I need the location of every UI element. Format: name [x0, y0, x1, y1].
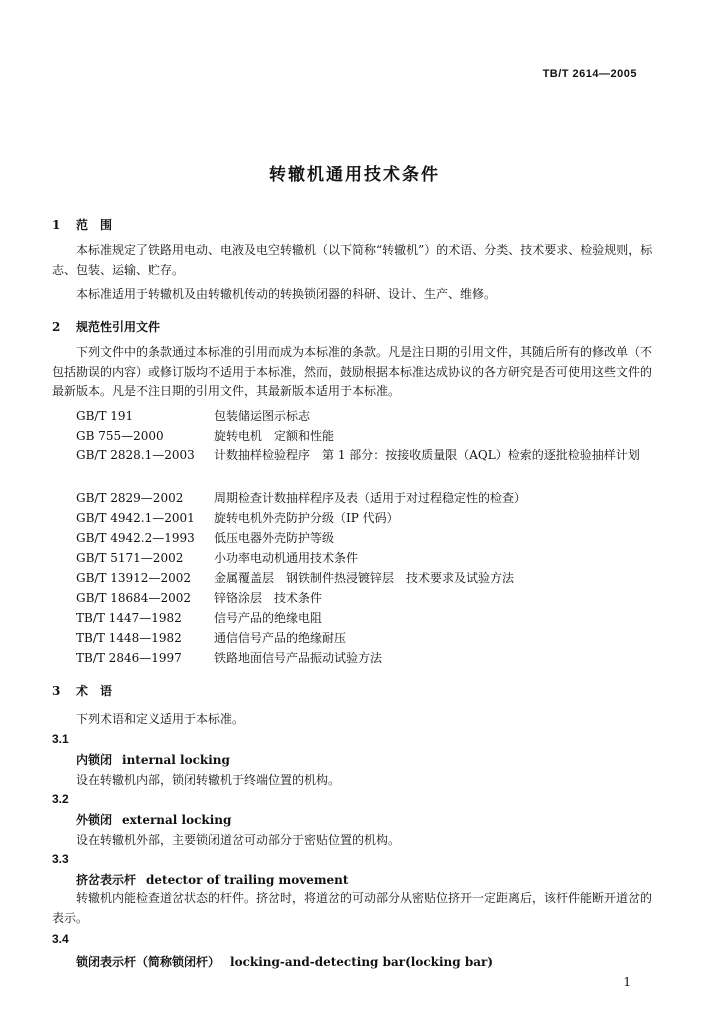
- reference-item: [76, 589, 322, 606]
- section-title: 术 语: [76, 684, 113, 698]
- page-number: 1: [623, 975, 631, 989]
- clause-number: 3.4: [52, 932, 69, 946]
- section-title: 范 围: [76, 218, 113, 232]
- term-entry: [76, 811, 231, 828]
- section-title: 规范性引用文件: [76, 320, 161, 334]
- paragraph-text: 本标准适用于转辙机及由转辙机传动的转换锁闭器的科研、设计、生产、维修。: [76, 287, 497, 301]
- term-entry: [76, 871, 348, 888]
- reference-name: 旋转电机 定额和性能: [214, 429, 335, 443]
- term-definition: [52, 889, 658, 928]
- term-en: detector of trailing movement: [146, 873, 349, 887]
- term-cn: 锁闭表示杆（简称锁闭杆）: [76, 955, 221, 969]
- reference-item: [76, 489, 526, 506]
- reference-code: GB/T 13912—2002: [76, 571, 191, 585]
- reference-item: [76, 629, 346, 646]
- reference-name: 通信信号产品的绝缘耐压: [214, 631, 347, 645]
- clause-number: 3.1: [52, 732, 69, 746]
- reference-item: [76, 407, 310, 424]
- reference-code: GB/T 4942.1—2001: [76, 511, 195, 525]
- section-3-intro: 下列术语和定义适用于本标准。: [76, 712, 245, 726]
- reference-item: [76, 529, 334, 546]
- reference-code: GB/T 18684—2002: [76, 591, 191, 605]
- paragraph-text: 转辙机内能检查道岔状态的杆件。挤岔时，将道岔的可动部分从密贴位挤开一定距离后，该杆件能断开道岔的表示。: [52, 891, 653, 925]
- reference-name: 旋转电机外壳防护分级（IP 代码）: [214, 511, 399, 525]
- reference-item: [52, 445, 658, 465]
- section-2-paragraph-1: [52, 343, 658, 402]
- section-number: 3: [52, 684, 61, 698]
- standard-number: TB/T 2614—2005: [542, 68, 637, 80]
- section-1-heading: [52, 216, 112, 233]
- reference-name: 铁路地面信号产品振动试验方法: [214, 651, 383, 665]
- section-1-paragraph-2: [52, 285, 658, 305]
- reference-name: 信号产品的绝缘电阻: [214, 611, 323, 625]
- term-entry: [76, 751, 230, 768]
- reference-code: TB/T 1448—1982: [76, 631, 182, 645]
- section-1-paragraph-1: [52, 241, 658, 280]
- reference-name: 金属覆盖层 钢铁制件热浸镀锌层 技术要求及试验方法: [214, 571, 515, 585]
- section-number: 2: [52, 320, 61, 334]
- reference-code: GB/T 5171—2002: [76, 551, 184, 565]
- reference-name: 周期检查计数抽样程序及表（适用于对过程稳定性的检查）: [214, 491, 527, 505]
- term-cn: 内锁闭: [76, 753, 113, 767]
- clause-number: 3.3: [52, 852, 69, 866]
- reference-item: [76, 649, 382, 666]
- reference-name: 小功率电动机通用技术条件: [214, 551, 359, 565]
- section-3-heading: [52, 682, 112, 699]
- clause-number: 3.2: [52, 792, 69, 806]
- reference-code: GB/T 2829—2002: [76, 491, 184, 505]
- term-en: external locking: [122, 813, 232, 827]
- reference-code: GB 755—2000: [76, 429, 164, 443]
- reference-item: [76, 569, 514, 586]
- paragraph-text: 本标准规定了铁路用电动、电液及电空转辙机（以下简称“转辙机”）的术语、分类、技术要求、检验规则，标志、包装、运输、贮存。: [52, 243, 653, 277]
- reference-item: [76, 609, 322, 626]
- term-entry: [76, 953, 493, 970]
- reference-code: TB/T 2846—1997: [76, 651, 182, 665]
- term-en: locking-and-detecting bar(locking bar): [230, 955, 493, 969]
- section-2-heading: [52, 318, 160, 335]
- reference-name: 低压电器外壳防护等级: [214, 531, 335, 545]
- reference-code: GB/T 2828.1—2003: [76, 448, 195, 462]
- reference-code: TB/T 1447—1982: [76, 611, 182, 625]
- term-cn: 挤岔表示杆: [76, 873, 137, 887]
- reference-code: GB/T 4942.2—1993: [76, 531, 195, 545]
- paragraph-text: 下列文件中的条款通过本标准的引用而成为本标准的条款。凡是注日期的引用文件，其随后所有的修改单（不包括勘误的内容）或修订版均不适用于本标准，然而，鼓励根据本标准达成协议的各方研究是否可使用这些文件的最新版本。凡是不注日期的引用文件，其最新版本适用于本标准。: [52, 345, 653, 398]
- reference-code: GB/T 191: [76, 409, 134, 423]
- term-definition: 设在转辙机外部，主要锁闭道岔可动部分于密贴位置的机构。: [76, 833, 401, 847]
- section-number: 1: [52, 218, 61, 232]
- document-title: 转辙机通用技术条件: [269, 165, 440, 185]
- reference-item: [76, 509, 399, 526]
- reference-name: 计数抽样检验程序 第 1 部分：按接收质量限（AQL）检索的逐批检验抽样计划: [214, 448, 640, 462]
- reference-name: 锌铬涂层 技术条件: [214, 591, 323, 605]
- reference-name: 包装储运图示标志: [214, 409, 311, 423]
- reference-item: [76, 427, 334, 444]
- term-definition: 设在转辙机内部，锁闭转辙机于终端位置的机构。: [76, 773, 341, 787]
- term-cn: 外锁闭: [76, 813, 113, 827]
- term-en: internal locking: [122, 753, 230, 767]
- reference-item: [76, 549, 358, 566]
